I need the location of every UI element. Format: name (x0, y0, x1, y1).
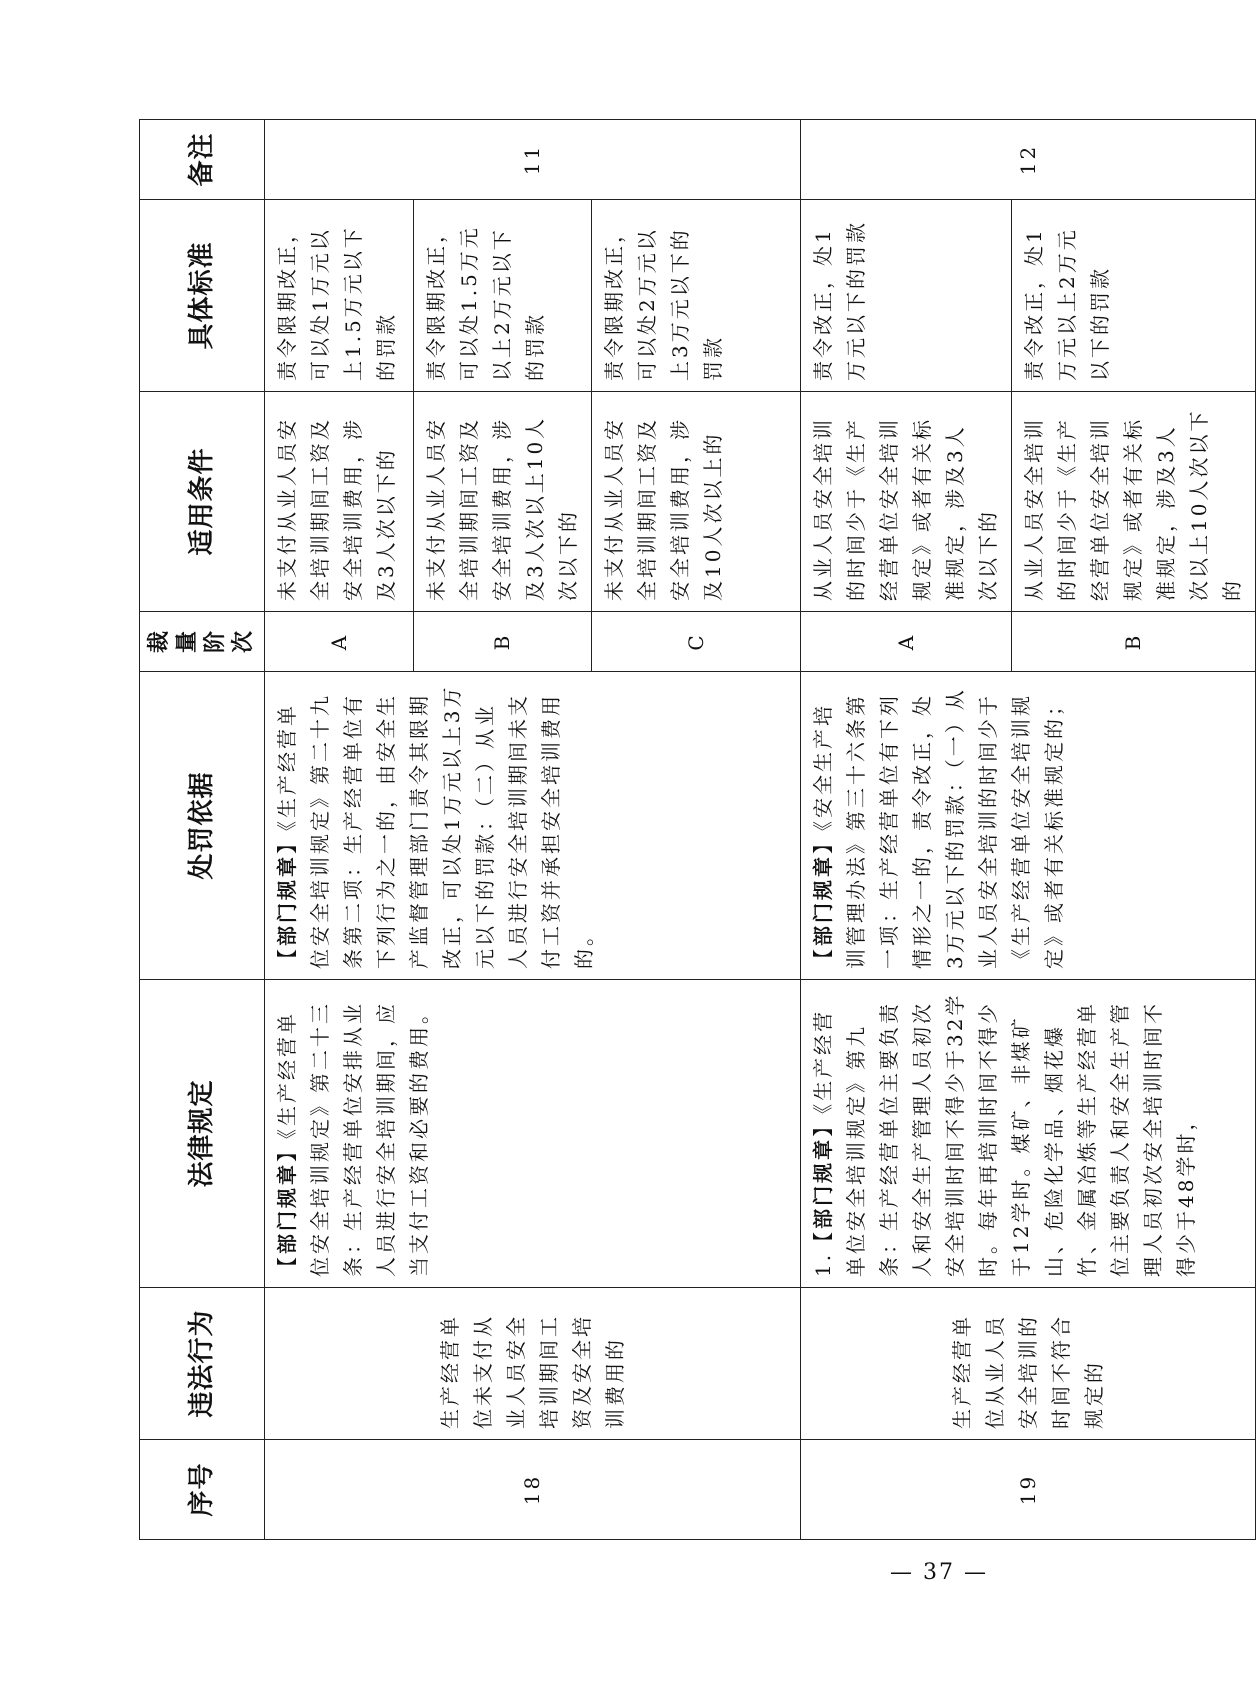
condition-cell: 从业人员安全培训的时间少于《生产经营单位安全培训规定》或者有关标准规定，涉及3人次以下的 (801, 392, 1012, 612)
basis-text: 】《安全生产培训管理办法》第三十六条第一项：生产经营单位有下列情形之一的，责令改正，处3万元以下的罚款：（一）从业人员安全培训的时间少于《生产经营单位安全培训规定》或者有关标准规定的； (811, 687, 1066, 969)
law-type: 部门规章 (811, 1136, 835, 1229)
law-text: 】《生产经营单位安全培训规定》第九条：生产经营单位主要负责人和安全生产管理人员初次安全培训时间不得少于32学时。每年再培训时间不得少于12学时。煤矿、非煤矿山、危险化学品、烟花爆竹、金属冶炼等生产经营单位主要负责人和安全生产管理人员初次安全培训时间不得少于48学时， (811, 992, 1198, 1277)
seq-cell: 19 (801, 1440, 1256, 1540)
header-seq: 序号 (140, 1440, 265, 1540)
condition-cell: 未支付从业人员安全培训期间工资及安全培训费用，涉及3人次以下的 (265, 392, 414, 612)
standard-cell: 责令改正，处1万元以上2万元以下的罚款 (1012, 200, 1256, 392)
page-number: — 37 — (890, 1560, 988, 1585)
bracket-open: 【 (275, 946, 299, 969)
basis-type: 部门规章 (811, 854, 835, 946)
header-row (140, 120, 265, 1540)
header-condition: 适用条件 (140, 392, 265, 612)
level-cell: B (1012, 612, 1256, 672)
level-cell: C (592, 612, 801, 672)
header-standard: 具体标准 (140, 200, 265, 392)
table-row (801, 120, 1012, 1540)
law-text: 】《生产经营单位安全培训规定》第二十三条：生产经营单位安排从业人员进行安全培训期间，应当支付工资和必要的费用。 (275, 1001, 431, 1277)
level-cell: A (801, 612, 1012, 672)
basis-text: 】《生产经营单位安全培训规定》第二十九条第二项：生产经营单位有下列行为之一的，由安全生产监督管理部门责令其限期改正，可以处1万元以上3万元以下的罚款：（二）从业人员进行安全培训期间未支付工资并承担安全培训费用的。 (275, 684, 596, 969)
condition-cell: 未支付从业人员安全培训期间工资及安全培训费用，涉及3人次以上10人次以下的 (414, 392, 592, 612)
basis-cell (801, 672, 1256, 980)
basis-cell (265, 672, 801, 980)
header-law: 法律规定 (140, 980, 265, 1288)
behavior-cell: 生产经营单位未支付从业人员安全培训期间工资及安全培训费用的 (265, 1288, 801, 1440)
header-level: 裁量阶次 (140, 612, 265, 672)
penalty-table (139, 119, 1256, 1540)
behavior-cell: 生产经营单位从业人员安全培训的时间不符合规定的 (801, 1288, 1256, 1440)
law-prefix: 1.【 (811, 1228, 835, 1277)
law-type: 部门规章 (275, 1162, 299, 1254)
standard-cell: 责令限期改正，可以处1.5万元以上2万元以下的罚款 (414, 200, 592, 392)
standard-cell: 责令限期改正，可以处1万元以上1.5万元以下的罚款 (265, 200, 414, 392)
seq-cell: 18 (265, 1440, 801, 1540)
table-row (265, 120, 414, 1540)
bracket-open: 【 (811, 946, 835, 969)
basis-type: 部门规章 (275, 854, 299, 946)
header-behavior: 违法行为 (140, 1288, 265, 1440)
law-cell (801, 980, 1256, 1288)
header-basis: 处罚依据 (140, 672, 265, 980)
standard-cell: 责令限期改正，可以处2万元以上3万元以下的罚款 (592, 200, 801, 392)
remark-cell: 12 (801, 120, 1256, 200)
rotated-page-table (139, 120, 1244, 1540)
level-cell: A (265, 612, 414, 672)
level-cell: B (414, 612, 592, 672)
standard-cell: 责令改正，处1万元以下的罚款 (801, 200, 1012, 392)
law-cell (265, 980, 801, 1288)
remark-cell: 11 (265, 120, 801, 200)
bracket-open: 【 (275, 1254, 299, 1277)
condition-cell: 未支付从业人员安全培训期间工资及安全培训费用，涉及10人次以上的 (592, 392, 801, 612)
header-remark: 备注 (140, 120, 265, 200)
condition-cell: 从业人员安全培训的时间少于《生产经营单位安全培训规定》或者有关标准规定，涉及3人次以上10人次以下的 (1012, 392, 1256, 612)
